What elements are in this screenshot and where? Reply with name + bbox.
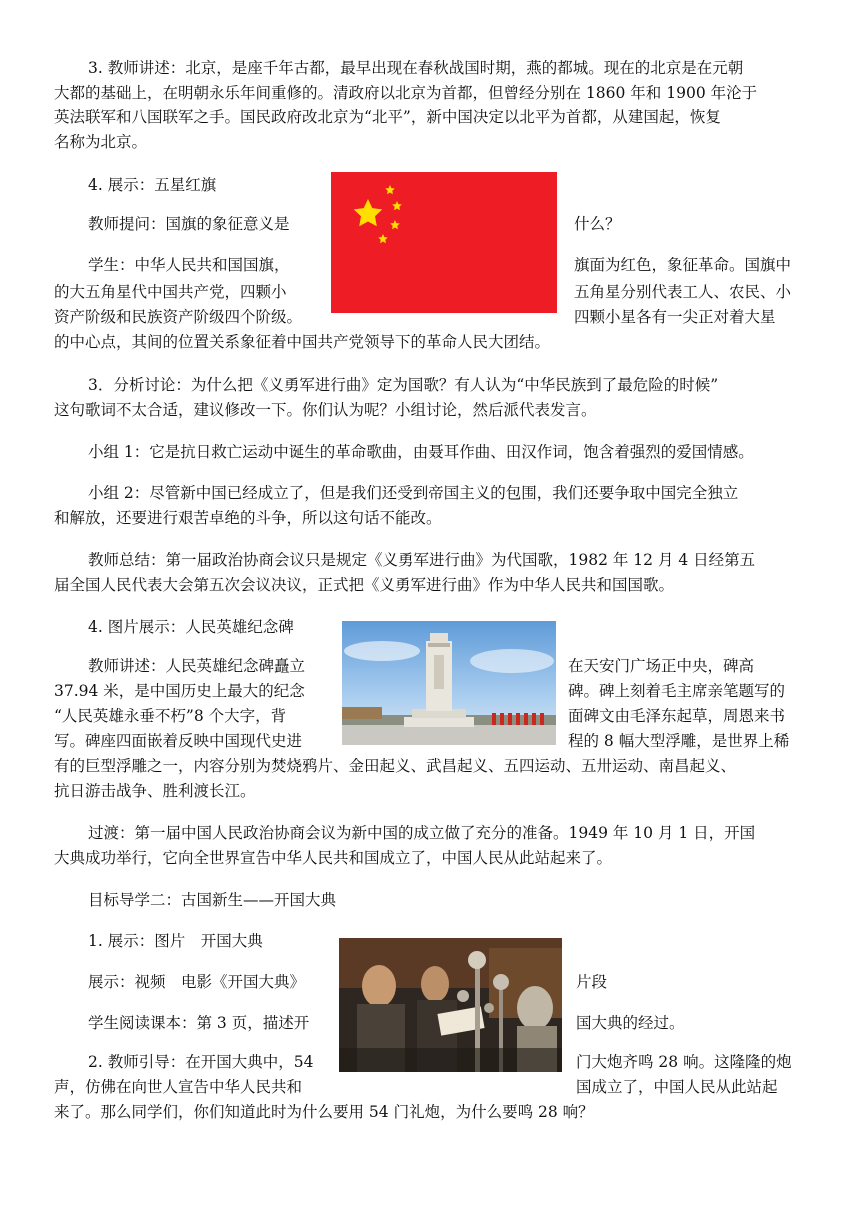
monument-to-peoples-heroes-photo [342, 621, 556, 745]
text-line: 2. 教师引导：在开国大典中，54 [88, 1053, 314, 1071]
text-line: 旗面为红色，象征革命。国旗中 [574, 256, 792, 274]
text-line: 学生阅读课本：第 3 页，描述开 [88, 1014, 310, 1032]
text-line: 小组 1：它是抗日救亡运动中诞生的革命歌曲，由聂耳作曲、田汉作词，饱含着强烈的爱国情感。 [88, 443, 754, 461]
text-line: 届全国人民代表大会第五次会议决议，正式把《义勇军进行曲》作为中华人民共和国国歌。 [54, 576, 675, 594]
text-line: 写。碑座四面嵌着反映中国现代史进 [54, 732, 303, 750]
text-line: 门大炮齐鸣 28 响。这隆隆的炮 [576, 1053, 792, 1071]
text-line: 展示：视频 电影《开国大典》 [88, 973, 306, 991]
text-line: 4. 图片展示：人民英雄纪念碑 [88, 618, 294, 636]
text-line: 4. 展示：五星红旗 [88, 176, 217, 194]
text-line: 目标导学二：古国新生——开国大典 [88, 891, 337, 909]
text-line: 英法联军和八国联军之手。国民政府改北京为“北平”，新中国决定以北平为首都，从建国起，恢复 [54, 108, 721, 126]
text-line: 的中心点，其间的位置关系象征着中国共产党领导下的革命人民大团结。 [54, 333, 551, 351]
text-line: “人民英雄永垂不朽”8 个大字，背 [54, 707, 287, 725]
text-line: 学生：中华人民共和国国旗， [88, 256, 290, 274]
text-line: 小组 2：尽管新中国已经成立了，但是我们还受到帝国主义的包围，我们还要争取中国完全独立 [88, 484, 739, 502]
text-line: 过渡：第一届中国人民政治协商会议为新中国的成立做了充分的准备。1949 年 10 月 1 日，开国 [88, 824, 756, 842]
text-line: 什么？ [574, 215, 621, 233]
text-line: 的大五角星代中国共产党，四颗小 [54, 283, 287, 301]
text-line: 教师提问：国旗的象征意义是 [88, 215, 290, 233]
text-line: 3. 教师讲述：北京，是座千年古都，最早出现在春秋战国时期，燕的都城。现在的北京是在元朝 [88, 59, 744, 77]
five-star-red-flag-image [331, 172, 557, 313]
text-line: 名称为北京。 [54, 133, 148, 151]
text-line: 有的巨型浮雕之一，内容分别为焚烧鸦片、金田起义、武昌起义、五四运动、五卅运动、南昌起义、 [54, 757, 737, 775]
text-line: 抗日游击战争、胜利渡长江。 [54, 782, 256, 800]
text-line: 教师讲述：人民英雄纪念碑矗立 [88, 657, 306, 675]
text-line: 大典成功举行，它向全世界宣告中华人民共和国成立了，中国人民从此站起来了。 [54, 849, 613, 867]
text-line: 3．分析讨论：为什么把《义勇军进行曲》定为国歌？有人认为“中华民族到了最危险的时候” [88, 376, 719, 394]
text-line: 大都的基础上，在明朝永乐年间重修的。清政府以北京为首都，但曾经分别在 1860 年和 1900 年沦于 [54, 84, 758, 102]
flag-field [331, 172, 557, 313]
text-line: 来了。那么同学们，你们知道此时为什么要用 54 门礼炮，为什么要鸣 28 响？ [54, 1103, 594, 1121]
text-line: 碑。碑上刻着毛主席亲笔题写的 [568, 682, 786, 700]
founding-ceremony-photo [339, 938, 562, 1072]
text-line: 程的 8 幅大型浮雕，是世界上稀 [568, 732, 790, 750]
text-line: 四颗小星各有一尖正对着大星 [574, 308, 776, 326]
text-line: 国大典的经过。 [576, 1014, 685, 1032]
text-line: 这句歌词不太合适，建议修改一下。你们认为呢？小组讨论，然后派代表发言。 [54, 401, 597, 419]
text-line: 1. 展示：图片 开国大典 [88, 932, 263, 950]
text-line: 五角星分别代表工人、农民、小 [574, 283, 792, 301]
text-line: 教师总结：第一届政治协商会议只是规定《义勇军进行曲》为代国歌，1982 年 12 月 4 日经第五 [88, 551, 756, 569]
text-line: 资产阶级和民族资产阶级四个阶级。 [54, 308, 303, 326]
text-line: 和解放，还要进行艰苦卓绝的斗争，所以这句话不能改。 [54, 509, 442, 527]
text-line: 面碑文由毛泽东起草，周恩来书 [568, 707, 786, 725]
text-line: 在天安门广场正中央，碑高 [568, 657, 755, 675]
text-line: 声，仿佛在向世人宣告中华人民共和 [54, 1078, 303, 1096]
text-line: 片段 [576, 973, 608, 991]
text-line: 国成立了，中国人民从此站起 [576, 1078, 778, 1096]
text-line: 37.94 米，是中国历史上最大的纪念 [54, 682, 305, 700]
